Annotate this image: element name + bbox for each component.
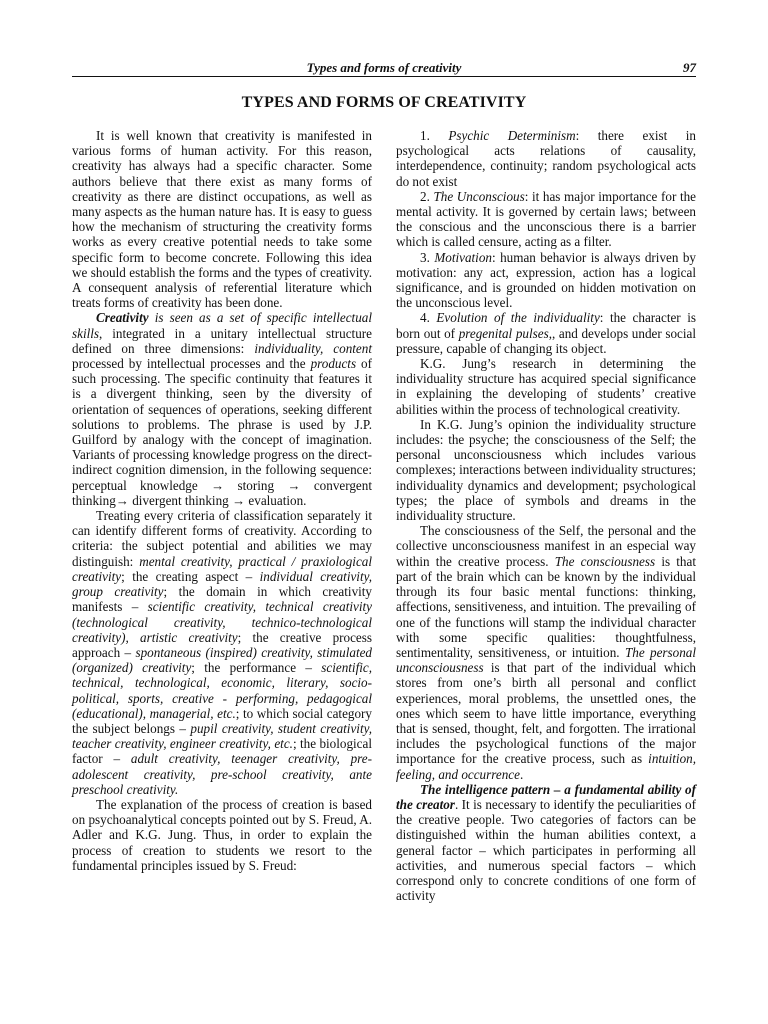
right-column <box>396 128 696 903</box>
classification-text-6: ; to which social category the subject belongs – <box>72 705 373 736</box>
principle-number: 2. <box>420 188 434 204</box>
classification-italic-1: mental creativity, practical / praxiological creativity <box>72 553 372 584</box>
principle-number: 3. <box>420 249 435 265</box>
principle-label: Motivation <box>434 249 492 265</box>
term-products: products <box>310 356 357 372</box>
underlined-comma: , <box>548 325 552 341</box>
running-title: Types and forms of creativity <box>306 60 462 75</box>
term-creativity: Creativity <box>96 310 149 326</box>
classification-text-1: Treating every criteria of classification separately it can identify different forms of creativity. According to criteria: the subject potential and abilities we may distinguish: <box>72 508 372 569</box>
running-header <box>72 58 696 76</box>
term-pregenital-pulses: pregenital pulses <box>458 325 549 341</box>
principle-text: : human behavior is always driven by motivation: any act, expression, action has a logical significance, and is grounded on hidden motivation on the unconscious level. <box>396 249 696 311</box>
consciousness-text-1: The consciousness of the Self, the personal and the collective unconsciousness manifest in an especial way within the creative process. <box>396 523 696 569</box>
classification-italic-6: pupil creativity, student creativity, teacher creativity, engineer creativity, etc. <box>72 720 372 752</box>
classification-text-3: ; the domain in which creativity manifests – <box>72 584 373 615</box>
definition-text: , integrated in a unitary intellectual structure defined on three dimensions: <box>72 325 372 356</box>
principle-text: : the character is born out of <box>396 310 696 341</box>
paragraph-classification <box>72 508 372 797</box>
classification-text-5: ; the performance – <box>191 660 322 676</box>
paragraph-intelligence-pattern <box>396 782 696 904</box>
term-personal-unconsciousness: The personal unconsciousness <box>396 644 696 676</box>
paragraph-consciousness <box>396 523 696 781</box>
principle-label: Psychic Determinism <box>448 128 576 143</box>
consciousness-text-2: is that part of the brain which can be known by the individual through its four basic mental functions: thinking, affections, sensitiveness, and intuition. The prevailing of one of the functions will stamp the individual character with some specific qualities: thoughtfulness, sentimentality, sensitiveness, or intuition. <box>396 553 696 660</box>
principle-text: : it has major importance for the mental activity. It is governed by certain laws; between the conscious and the unconscious there is a barrier which is called censure, acting as a filter. <box>396 188 696 250</box>
classification-italic-4: spontaneous (inspired) creativity, stimulated (organized) creativity <box>72 644 373 676</box>
definition-text-3: of such processing. The specific continuity that features it is a divergent thinking, seen by the diversity of orientation of sequences of operations, seeking different solutions to problems. The phrase is used by J.P. Guilford by analogy with the concept of imagination. Variants of processing knowledge progress on the direct-indirect cognition dimension, in the following sequence: perceptual knowledge → storing → convergent thinking→ divergent thinking → evaluation. <box>72 356 372 508</box>
paragraph-jung-structure: In K.G. Jung’s opinion the individuality structure includes: the psyche; the consciousness of the Self; the personal unconsciousness which includes various complexes; interactions between individuality structures; individuality dynamics and development; psychological types; the place of symbols and dreams in the individuality structure. <box>396 416 696 524</box>
consciousness-text-4: . <box>519 766 524 782</box>
term-irrational-functions: intuition, feeling, and occurrence <box>396 751 696 782</box>
header-rule <box>72 76 696 77</box>
left-column <box>72 128 372 873</box>
principle-text: : there exist in psychological acts relations of causality, interdependence, continuity; random psychological acts do not exist <box>396 128 696 189</box>
term-intelligence-pattern: The intelligence pattern – a fundamental ability of the creator <box>396 781 696 812</box>
paragraph-process-explanation: The explanation of the process of creation is based on psychoanalytical concepts pointed out by S. Freud, A. Adler and K.G. Jung. Thus, in order to explain the process of creation to students we resort to the fundamental principles issued by S. Freud: <box>72 796 372 873</box>
principle-3 <box>396 250 696 311</box>
paragraph-intro: It is well known that creativity is manifested in various forms of human activity. For this reason, creativity has always had a specific character. Some authors believe that there exist as many forms of creativity as there are distinct occupations, as well as many aspects as the human nature has. It is easy to guess how the mechanism of structuring the creativity forms works as every creative potential needs to take some specific form to become concrete. Following this idea we should establish the forms and the types of creativity. A consequent analysis of referential literature which treats forms of creativity has been done. <box>72 128 372 311</box>
classification-italic-3: scientific creativity, technical creativity (technological creativity, technico-technological creativity), artistic creativity <box>72 599 372 645</box>
principle-4 <box>396 310 696 356</box>
principle-label: Evolution of the individuality <box>436 310 600 326</box>
dimension-terms: individuality, content <box>254 340 372 356</box>
classification-text-4: ; the creative process approach – <box>72 629 372 660</box>
principle-2 <box>396 189 696 250</box>
classification-text-2: ; the creating aspect – <box>121 568 260 584</box>
article-title: TYPES AND FORMS OF CREATIVITY <box>241 94 527 111</box>
principle-1 <box>396 128 696 189</box>
classification-text-7: ; the biological factor – <box>72 736 373 767</box>
principle-number: 1. <box>420 128 449 143</box>
definition-phrase: is seen as a set of specific intellectual skills <box>72 310 372 341</box>
paragraph-creativity-definition <box>72 310 372 508</box>
classification-italic-5: scientific, technical, technological, economic, literary, socio-political, sports, creative - performing, pedagogical (educational), managerial, etc. <box>72 660 372 721</box>
paragraph-jung-research: K.G. Jung’s research in determining the individuality structure has acquired special significance in explaining the developing of students’ creative abilities within the process of technological creativity. <box>396 356 696 417</box>
classification-italic-2: individual creativity, group creativity <box>72 568 372 600</box>
classification-italic-7: adult creativity, teenager creativity, pre-adolescent creativity, pre-school creativity, ante preschool creativity. <box>72 751 372 797</box>
principle-label: The Unconscious <box>433 188 525 204</box>
intelligence-text: . It is necessary to identify the peculiarities of the creative people. Two categories of factors can be distinguished within the human abilities context, a general factor – which participates in performing all activities, and numerous special factors – which correspond only to concrete conditions of one form of activity <box>396 796 696 904</box>
term-consciousness: The consciousness <box>554 553 656 569</box>
definition-text-2: processed by intellectual processes and the <box>72 356 311 372</box>
page-number: 97 <box>683 60 696 75</box>
principle-text-2: , and develops under social pressure, capable of changing its object. <box>396 325 696 356</box>
consciousness-text-3: is that part of the individual which stores from one’s birth all personal and conflict experiences, moral problems, the unsettled ones, the ones which seem to have little importance, everything that is sensed, thought, felt, and forgotten. The irrational includes the psychological functions of the major importance for the creative process, such as <box>396 660 696 767</box>
principle-number: 4. <box>420 310 437 326</box>
